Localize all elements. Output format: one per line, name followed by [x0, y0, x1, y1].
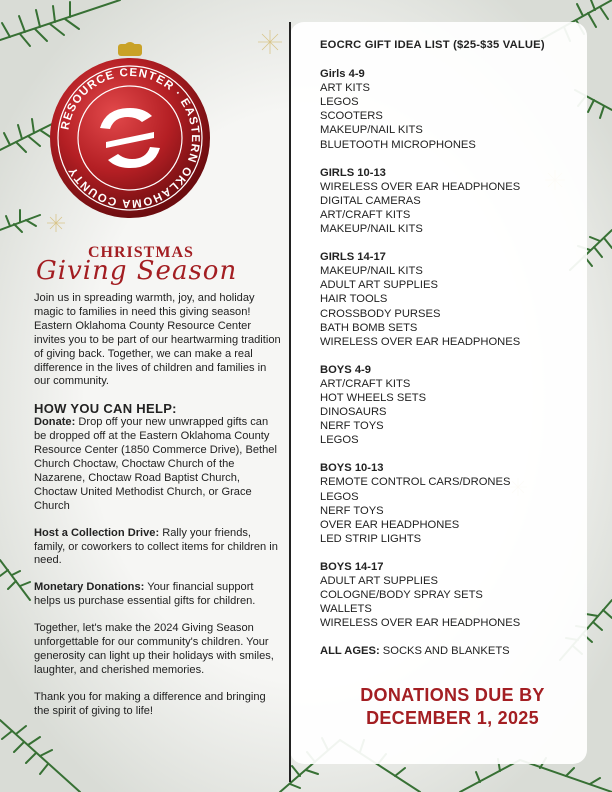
gift-item: WALLETS [320, 603, 372, 616]
monetary-paragraph [34, 581, 282, 609]
gift-group-heading: GIRLS 10-13 [320, 166, 386, 179]
gift-group-boys-14-17 [320, 560, 585, 630]
gift-item: HAIR TOOLS [320, 293, 388, 306]
gift-item: DIGITAL CAMERAS [320, 194, 421, 207]
gift-item: BLUETOOTH MICROPHONES [320, 138, 476, 151]
gift-group-boys-10-13 [320, 461, 585, 546]
gift-item: WIRELESS OVER EAR HEADPHONES [320, 335, 521, 348]
gift-item: MAKEUP/NAIL KITS [320, 223, 423, 236]
gift-item: LED STRIP LIGHTS [320, 532, 422, 545]
together-paragraph: Together, let's make the 2024 Giving Season unforgettable for our community's children. Your generosity can light up their holidays with smiles, laughter, and cherished memories. [34, 622, 274, 676]
gift-item: OVER EAR HEADPHONES [320, 518, 460, 531]
donations-due-line1: DONATIONS DUE BY [360, 685, 545, 705]
donations-due-date: DECEMBER 1, 2025 [366, 708, 539, 728]
eocrc-ornament-logo [50, 42, 210, 220]
gift-item: WIRELESS OVER EAR HEADPHONES [320, 617, 521, 630]
gift-item: DINOSAURS [320, 406, 387, 419]
collection-drive-paragraph [34, 527, 282, 569]
donate-text: Drop off your new unwrapped gifts can be dropped off at the Eastern Oklahoma County Resource Center (1850 Commerce Drive), Bethel Church Choctaw, Choctaw Church of the Nazarene, Choctaw Road Baptist Church, Choctaw United Methodist Church, or Grace Church [34, 416, 277, 512]
gift-item: COLOGNE/BODY SPRAY SETS [320, 589, 483, 602]
how-you-can-help-heading: HOW YOU CAN HELP: [34, 401, 177, 417]
gift-item: MAKEUP/NAIL KITS [320, 265, 423, 278]
gift-group-heading: Girls 4-9 [320, 68, 365, 81]
gift-item: ART/CRAFT KITS [320, 208, 411, 221]
heading-giving-season: Giving Season [36, 256, 238, 286]
gift-item: CROSSBODY PURSES [320, 307, 441, 320]
gift-item: ADULT ART SUPPLIES [320, 575, 438, 587]
all-ages-line [320, 644, 585, 658]
gift-group-heading: BOYS 14-17 [320, 560, 384, 573]
gift-item: REMOTE CONTROL CARS/DRONES [320, 476, 511, 489]
gift-item: ART KITS [320, 82, 370, 95]
intro-paragraph: Join us in spreading warmth, joy, and holiday magic to families in need this giving season! Eastern Oklahoma County Resource Center invites you to be part of our heartwarming tradition of giving back. Together, we can make a real difference in the lives of children and families in our community. [34, 292, 281, 388]
all-ages-label: ALL AGES: [320, 645, 380, 658]
heading-christmas: CHRISTMAS [88, 244, 194, 261]
gift-item: NERF TOYS [320, 504, 384, 517]
gift-item: ADULT ART SUPPLIES [320, 279, 438, 292]
all-ages-text: SOCKS AND BLANKETS [379, 645, 510, 658]
monetary-label: Monetary Donations: [34, 581, 145, 594]
gift-item: WIRELESS OVER EAR HEADPHONES [320, 180, 521, 193]
gift-item: NERF TOYS [320, 420, 384, 433]
donate-label: Donate: [34, 416, 76, 429]
left-column [34, 292, 282, 732]
gift-group-girls-14-17 [320, 250, 585, 349]
gift-group-girls-4-9 [320, 67, 585, 152]
gift-group-heading: GIRLS 14-17 [320, 251, 386, 264]
collection-drive-text: Rally your friends, family, or coworkers to collect items for children in need. [34, 526, 278, 567]
gift-item: BATH BOMB SETS [320, 321, 418, 334]
thanks-paragraph: Thank you for making a difference and bringing the spirit of giving to life! [34, 690, 266, 717]
gift-item: ART/CRAFT KITS [320, 377, 411, 390]
gift-item: SCOOTERS [320, 110, 383, 123]
gift-group-girls-10-13 [320, 166, 585, 236]
donate-paragraph [34, 416, 282, 513]
gift-group-heading: BOYS 4-9 [320, 363, 371, 376]
gift-group-boys-4-9 [320, 363, 585, 448]
column-divider [289, 22, 291, 782]
gift-item: LEGOS [320, 434, 359, 447]
gift-item: MAKEUP/NAIL KITS [320, 124, 423, 137]
collection-drive-label: Host a Collection Drive: [34, 526, 160, 539]
gift-list [320, 38, 585, 658]
logo-ring-text: RESOURCE CENTER · EASTERN OKLAHOMA COUNTY [59, 66, 202, 210]
gift-item: LEGOS [320, 96, 359, 109]
gift-item: LEGOS [320, 490, 359, 503]
gift-list-title: EOCRC GIFT IDEA LIST ($25-$35 VALUE) [320, 39, 545, 51]
donations-due-notice [330, 684, 575, 730]
gift-group-heading: BOYS 10-13 [320, 462, 384, 475]
gift-item: HOT WHEELS SETS [320, 391, 427, 404]
monetary-text: Your financial support helps us purchase essential gifts for children. [34, 581, 256, 608]
